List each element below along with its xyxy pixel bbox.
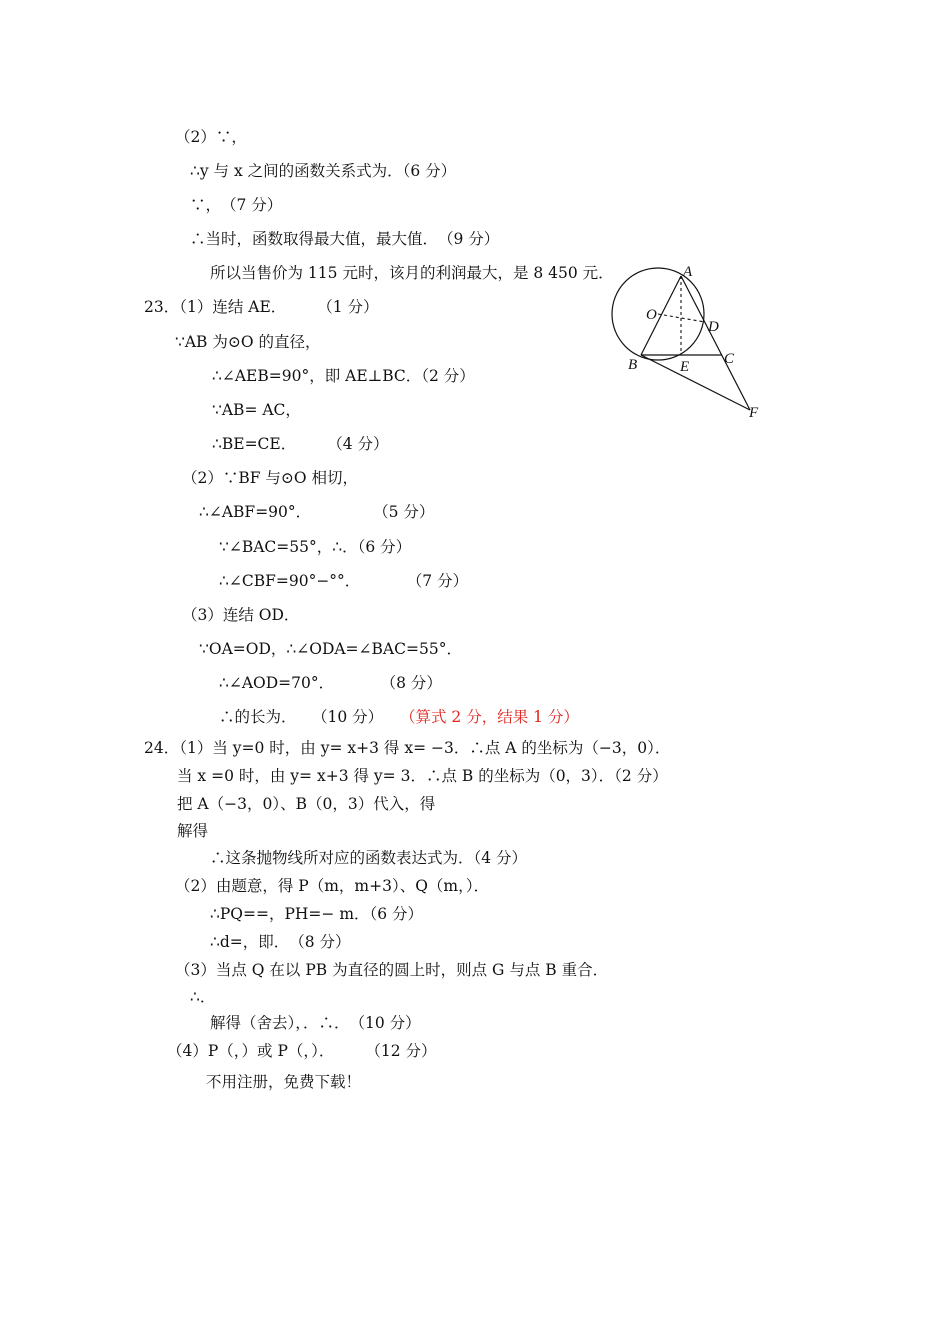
text-line: ∴BE=CE． （4 分） <box>212 435 389 453</box>
text-line: （3）连结 OD． <box>182 606 300 624</box>
text-line: ∵OA=OD，∴∠ODA=∠BAC=55°． <box>199 640 462 658</box>
label-f: F <box>749 405 759 421</box>
text-line: 23．（1）连结 AE． （1 分） <box>144 298 379 316</box>
text-line: ∴∠ABF=90°． （5 分） <box>199 503 435 521</box>
text-line: ∵AB 为⊙O 的直径， <box>175 333 321 351</box>
text-line: ∴∠AOD=70°． （8 分） <box>219 674 442 692</box>
footer-text: 不用注册，免费下载！ <box>206 1073 362 1091</box>
text-line: ∴∠AEB=90°，即 AE⊥BC．（2 分） <box>212 367 475 385</box>
text-line: 当 x =0 时，由 y= x+3 得 y= 3．∴点 B 的坐标为（0，3）．（2 分） <box>177 767 668 785</box>
text-line: （2）∵， <box>175 128 247 146</box>
text-line: 24．（1）当 y=0 时，由 y= x+3 得 x= −3．∴点 A 的坐标为（−3，0）． <box>144 739 671 757</box>
text-line: ∵∠BAC=55°，∴．（6 分） <box>219 538 412 556</box>
text-line: ∴当时，函数取得最大值，最大值． （9 分） <box>190 230 500 248</box>
text-line: ∴PQ==，PH=− m．（6 分） <box>210 905 424 923</box>
label-b: B <box>628 357 638 373</box>
text-line: ∵AB= AC， <box>212 401 301 419</box>
scoring-note: （算式 2 分，结果 1 分） <box>400 708 579 726</box>
text-line: ∵， （7 分） <box>190 196 283 214</box>
text-line: ∴d=，即． （8 分） <box>210 933 351 951</box>
text-line: （2）由题意，得 P（m，m+3）、Q（m，）． <box>175 877 490 895</box>
text-line: （4）P（，）或 P（，）． （12 分） <box>167 1042 437 1060</box>
text-line: ∴． <box>190 988 216 1006</box>
label-e: E <box>680 359 690 375</box>
text-line: 解得（舍去），．∴． （10 分） <box>210 1014 421 1032</box>
label-a: A <box>683 264 693 280</box>
geometry-figure <box>610 258 770 428</box>
text-line: 把 A（−3，0）、B（0，3）代入，得 <box>177 795 436 813</box>
text-line: ∴这条抛物线所对应的函数表达式为．（4 分） <box>210 849 528 867</box>
text-line: ∴的长为． （10 分） <box>219 708 384 726</box>
text-line: （2）∵BF 与⊙O 相切， <box>182 469 359 487</box>
label-d: D <box>708 319 719 335</box>
segment-af <box>681 276 750 410</box>
text-line: （3）当点 Q 在以 PB 为直径的圆上时，则点 G 与点 B 重合． <box>175 961 609 979</box>
text-line: 解得 <box>177 822 209 840</box>
text-line: ∴∠CBF=90°−°°． （7 分） <box>219 572 469 590</box>
label-c: C <box>724 351 735 367</box>
text-line: ∴y 与 x 之间的函数关系式为．（6 分） <box>190 162 457 180</box>
text-line: 所以当售价为 115 元时，该月的利润最大，是 8 450 元． <box>210 264 614 282</box>
label-o: O <box>646 307 657 323</box>
